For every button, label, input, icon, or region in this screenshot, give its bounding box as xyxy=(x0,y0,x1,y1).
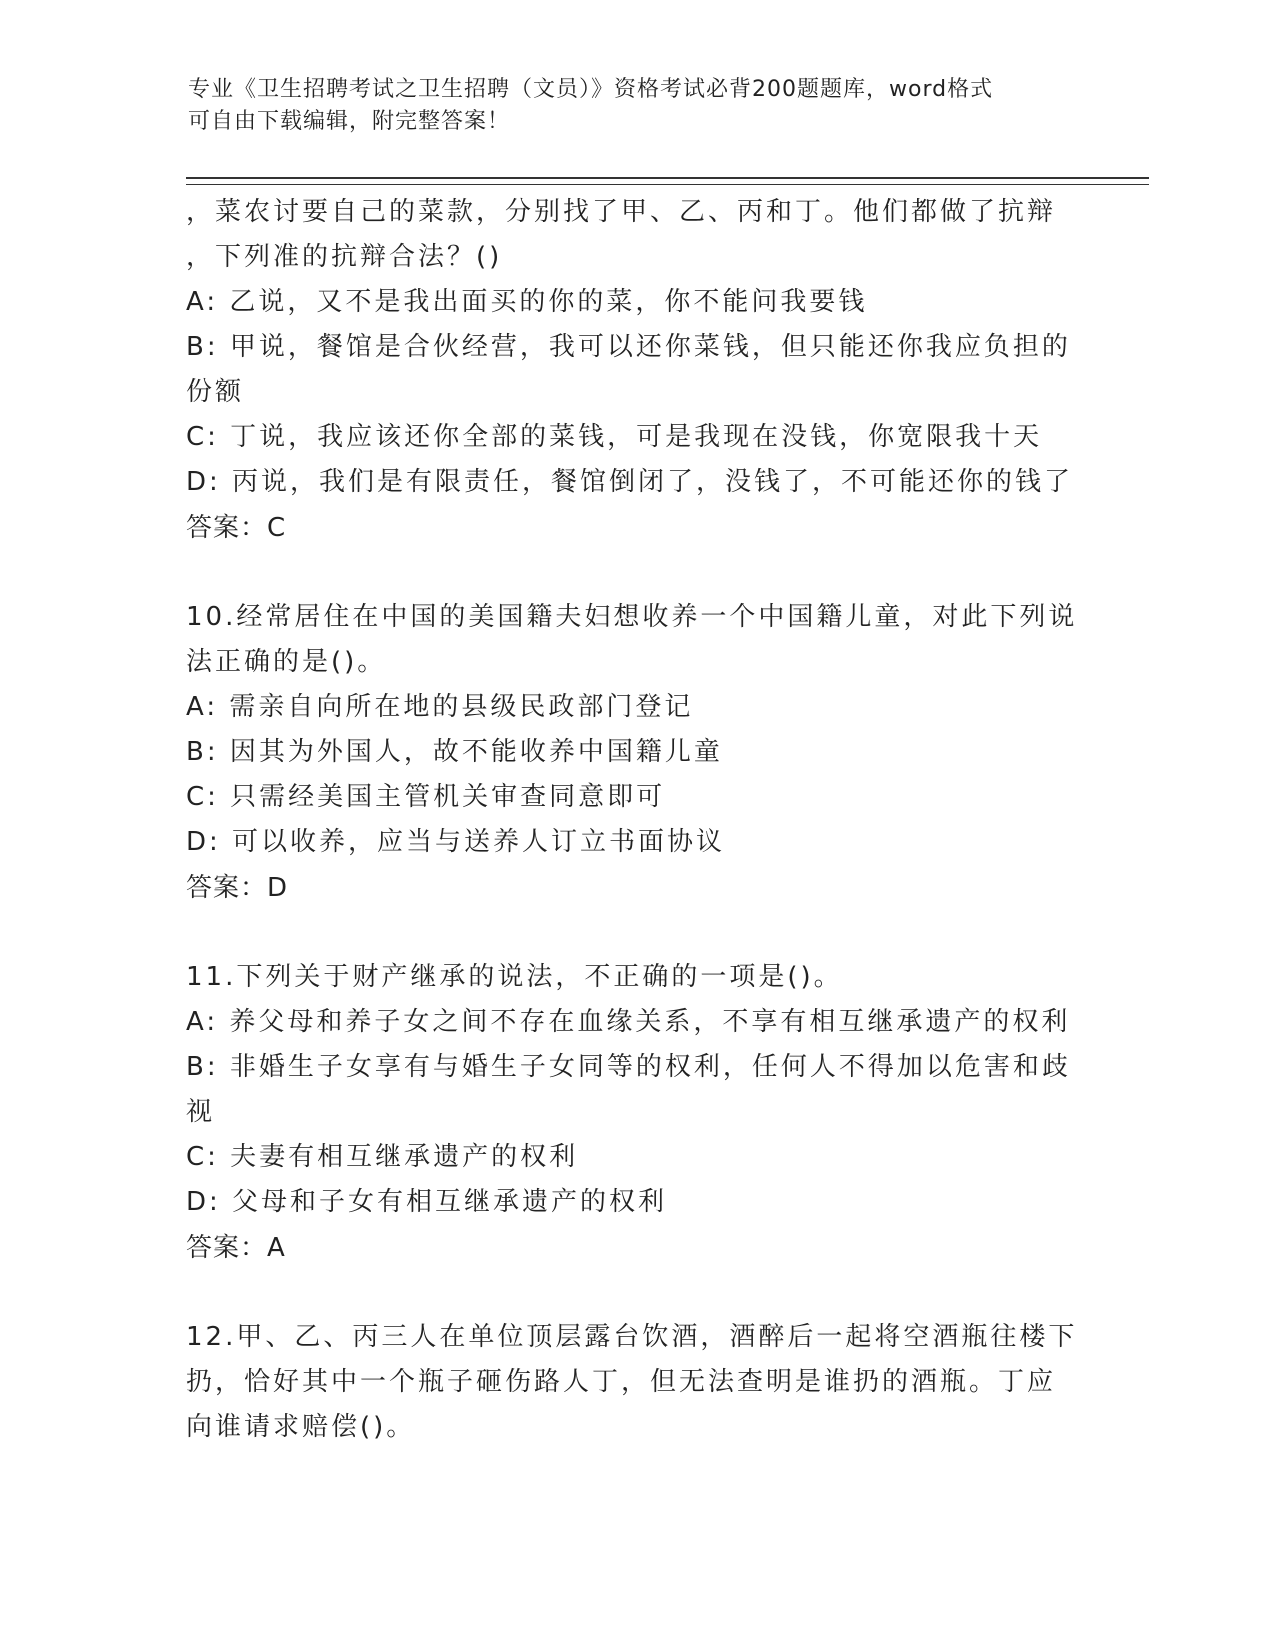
answer: 答案：A xyxy=(186,1233,286,1263)
option-d: D: 可以收养，应当与送养人订立书面协议 xyxy=(186,827,726,857)
option-b: B: 非婚生子女享有与婚生子女同等的权利，任何人不得加以危害和歧 xyxy=(186,1052,1071,1082)
header-divider xyxy=(186,177,1149,185)
question-stem-line: 扔，恰好其中一个瓶子砸伤路人丁，但无法查明是谁扔的酒瓶。丁应 xyxy=(186,1367,1057,1397)
question-stem-line: ，下列准的抗辩合法？() xyxy=(186,242,503,272)
document-body xyxy=(186,190,1086,1450)
option-c: C: 丁说，我应该还你全部的菜钱，可是我现在没钱，你宽限我十天 xyxy=(186,422,1043,452)
question-stem-line: 11.下列关于财产继承的说法，不正确的一项是()。 xyxy=(186,962,843,992)
option-c: C: 夫妻有相互继承遗产的权利 xyxy=(186,1142,579,1172)
option-d: D: 丙说，我们是有限责任，餐馆倒闭了，没钱了，不可能还你的钱了 xyxy=(186,467,1074,497)
option-a: A: 需亲自向所在地的县级民政部门登记 xyxy=(186,692,694,722)
option-b: B: 因其为外国人，故不能收养中国籍儿童 xyxy=(186,737,723,767)
question-stem-line: ，菜农讨要自己的菜款，分别找了甲、乙、丙和丁。他们都做了抗辩 xyxy=(186,197,1057,227)
question-stem-line: 10.经常居住在中国的美国籍夫妇想收养一个中国籍儿童，对此下列说 xyxy=(186,602,1078,632)
header-title-line-1: 专业《卫生招聘考试之卫生招聘（文员）》资格考试必背200题题库，word格式 xyxy=(188,77,994,102)
option-b-continued: 份额 xyxy=(186,377,245,407)
question-11 xyxy=(186,955,1086,1271)
option-d: D: 父母和子女有相互继承遗产的权利 xyxy=(186,1187,668,1217)
question-stem-line: 12.甲、乙、丙三人在单位顶层露台饮酒，酒醉后一起将空酒瓶往楼下 xyxy=(186,1322,1078,1352)
option-b-continued: 视 xyxy=(186,1097,216,1127)
answer: 答案：D xyxy=(186,873,289,903)
question-12 xyxy=(186,1315,1086,1450)
question-9 xyxy=(186,190,1086,551)
answer: 答案：C xyxy=(186,513,287,543)
question-10 xyxy=(186,595,1086,911)
question-stem-line: 法正确的是()。 xyxy=(186,647,387,677)
option-a: A: 养父母和养子女之间不存在血缘关系，不享有相互继承遗产的权利 xyxy=(186,1007,1071,1037)
option-b: B: 甲说，餐馆是合伙经营，我可以还你菜钱，但只能还你我应负担的 xyxy=(186,332,1071,362)
header-title-line-2: 可自由下载编辑，附完整答案！ xyxy=(188,109,511,134)
document-header xyxy=(188,74,1088,138)
option-c: C: 只需经美国主管机关审查同意即可 xyxy=(186,782,666,812)
option-a: A: 乙说，又不是我出面买的你的菜，你不能问我要钱 xyxy=(186,287,868,317)
question-stem-line: 向谁请求赔偿()。 xyxy=(186,1412,416,1442)
